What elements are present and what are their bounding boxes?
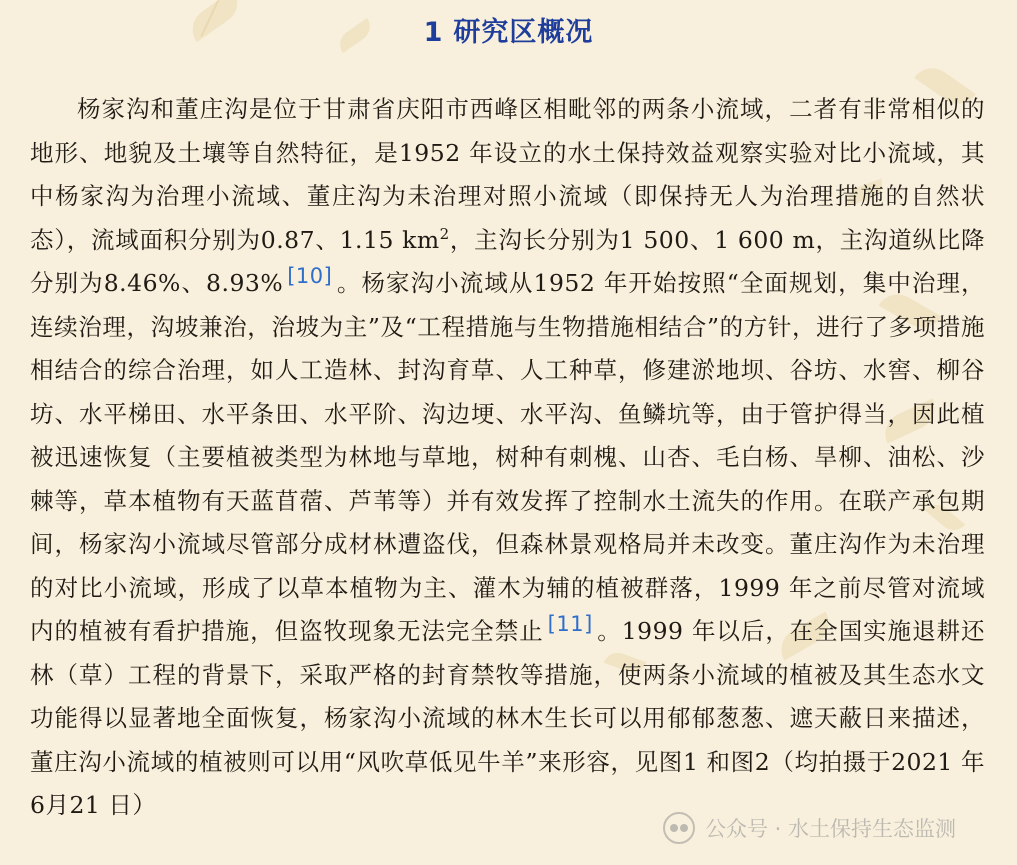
section-title: 研究区概况 bbox=[453, 17, 594, 48]
body-text: 。1999 年以后，在全国实施退耕还林（草）工程的背景下，采取严格的封育禁牧等措施，使两条小流域的植被及其生态水文功能得以显著地全面恢复，杨家沟小流域的林木生长可以用郁郁葱葱、遮天蔽日来描述，董庄沟小流域的植被则可以用“风吹草低见牛羊”来形容，见图1 和图2（均拍摄于2021 年6月21 日） bbox=[30, 617, 986, 819]
citation-link[interactable]: [11] bbox=[547, 612, 593, 636]
citation-link[interactable]: [10] bbox=[287, 264, 333, 288]
body-paragraph bbox=[30, 88, 985, 828]
body-text: 。杨家沟小流域从1952 年开始按照“全面规划，集中治理，连续治理，沟坡兼治，治坡为主”及“工程措施与生物措施相结合”的方针，进行了多项措施相结合的综合治理，如人工造林、封沟育草、人工种草，修建淤地坝、谷坊、水窖、柳谷坊、水平梯田、水平条田、水平阶、沟边埂、水平沟、鱼鳞坑等，由于管护得当，因此植被迅速恢复（主要植被类型为林地与草地，树种有刺槐、山杏、毛白杨、旱柳、油松、沙棘等，草本植物有天蓝苜蓿、芦苇等）并有效发挥了控制水土流失的作用。在联产承包期间，杨家沟小流域尽管部分成材林遭盗伐，但森林景观格局并未改变。董庄沟作为未治理的对比小流域，形成了以草本植物为主、灌木为辅的植被群落，1999 年之前尽管对流域内的植被有看护措施，但盗牧现象无法完全禁止 bbox=[30, 269, 986, 645]
section-heading bbox=[0, 10, 1017, 49]
watermark-text: 公众号 · 水土保持生态监测 bbox=[705, 817, 957, 841]
section-number: 1 bbox=[423, 17, 444, 48]
body-text: ，主沟长分别为1 500、1 600 m，主沟道纵比降分别为8.46%、8.93% bbox=[30, 225, 985, 297]
wechat-icon bbox=[663, 812, 695, 844]
area-unit-exponent: 2 bbox=[439, 224, 450, 243]
watermark bbox=[663, 808, 956, 848]
body-text: 杨家沟和董庄沟是位于甘肃省庆阳市西峰区相毗邻的两条小流域，二者有非常相似的地形、地貌及土壤等自然特征，是1952 年设立的水土保持效益观察实验对比小流域，其中杨家沟为治理小流域、董庄沟为未治理对照小流域（即保持无人为治理措施的自然状态），流域面积分别为0.87、1.15 km bbox=[30, 95, 985, 254]
